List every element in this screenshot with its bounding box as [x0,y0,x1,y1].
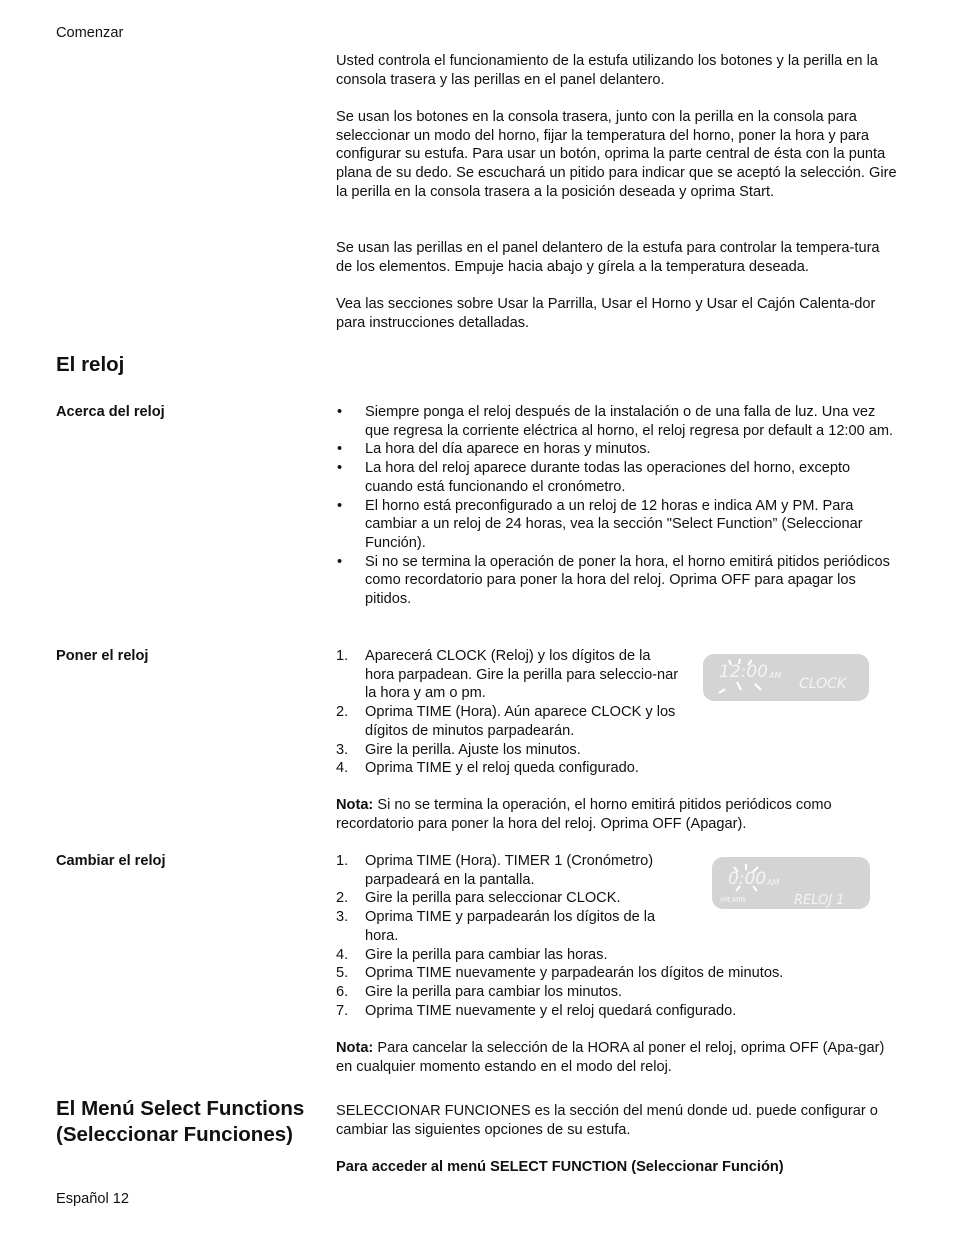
display-ampm: AM [769,671,782,680]
timer-display-image [712,857,870,909]
list-item: • Siempre ponga el reloj después de la instalación o de una falla de luz. Una vez que regresa la corriente eléctrica al horno, el reloj regresa por default a 12:00 am. [337,404,894,439]
list-item: 2. Gire la perilla para seleccionar CLOCK. [336,890,621,907]
list-item: • La hora del día aparece en horas y minutos. [337,441,651,458]
display-ampm: AM [767,878,780,887]
about-clock-list [336,403,898,609]
page-footer: Español 12 [56,1191,130,1207]
intro-paragraph-1: Usted controla el funcionamiento de la estufa utilizando los botones y la perilla en la consola trasera y las perillas en el panel delantero. [336,53,878,88]
list-item: 1. Oprima TIME (Hora). TIMER 1 (Cronómetro) parpadeará en la pantalla. [336,853,654,888]
list-item: 2. Oprima TIME (Hora). Aún aparece CLOCK y los dígitos de minutos parpadearán. [336,704,676,739]
list-item: • Si no se termina la operación de poner la hora, el horno emitirá pitidos periódicos como recordatorio para poner la hora del reloj. Oprima OFF para apagar los pitidos. [337,553,890,608]
clock-display-image [703,654,869,701]
intro-paragraph-3: Se usan las perillas en el panel delantero de la estufa para controlar la tempera-tura de los elementos. Empuje hacia abajo y gírela a la temperatura deseada. [336,240,880,275]
select-functions-subheading: Para acceder al menú SELECT FUNCTION (Seleccionar Función) [336,1159,784,1175]
list-item: 5. Oprima TIME nuevamente y parpadearán los dígitos de minutos. [336,965,784,982]
intro-paragraph-4: Vea las secciones sobre Usar la Parrilla, Usar el Horno y Usar el Cajón Calenta-dor para instrucciones detalladas. [336,296,876,331]
page-header: Comenzar [56,25,124,41]
section-title-select-functions: El Menú Select Functions (Seleccionar Funciones) [56,1097,305,1146]
note-change-clock: Nota: Para cancelar la selección de la HORA al poner el reloj, oprima OFF (Apa-gar) en cualquier momento estando en el modo del reloj. [336,1040,885,1075]
display-time: 0:00 [728,869,767,889]
list-item: 3. Oprima TIME y parpadearán los dígitos de la hora. [336,909,656,944]
list-item: • El horno está preconfigurado a un reloj de 12 horas e indica AM y PM. Para cambiar a un reloj de 24 horas, vea la sección "Select Function” (Seleccionar Función). [337,497,863,551]
section-title-clock: El reloj [56,353,125,376]
list-item: 1. Aparecerá CLOCK (Reloj) y los dígitos de la hora parpadean. Gire la perilla para seleccio-nar la hora y am o pm. [336,648,679,702]
list-item: 4. Gire la perilla para cambiar las horas. [336,946,608,963]
display-word: CLOCK [799,676,847,692]
select-functions-text: SELECCIONAR FUNCIONES es la sección del menú donde ud. puede configurar o cambiar las siguientes opciones de su estufa. [336,1103,878,1138]
display-time: 12:00 [719,662,768,682]
display-unit: HR:MIN [720,896,746,904]
subheading-about-clock: Acerca del reloj [56,404,165,420]
list-item: 3. Gire la perilla. Ajuste los minutos. [336,741,581,758]
clock-display-graphic [703,654,869,701]
subheading-set-clock: Poner el reloj [56,648,149,664]
timer-display-graphic [712,857,870,909]
list-item: • La hora del reloj aparece durante todas las operaciones del horno, excepto cuando está funcionando el cronómetro. [337,460,851,495]
list-item: 7. Oprima TIME nuevamente y el reloj quedará configurado. [336,1002,737,1019]
intro-paragraph-2: Se usan los botones en la consola trasera, junto con la perilla en la consola para seleccionar un modo del horno, fijar la temperatura del horno, poner la hora y para configurar su estufa. Para usar un botón, oprima la parte central de ésta con la punta plana de su dedo. Se escuchará un pitido para indicar que se aceptó la selección. Gire la perilla en la consola trasera a la posición deseada y oprima Start. [336,109,897,200]
list-item: 6. Gire la perilla para cambiar los minutos. [336,983,623,1000]
note-set-clock: Nota: Si no se termina la operación, el horno emitirá pitidos periódicos como recordatorio para poner la hora del reloj. Oprima OFF (Apagar). [336,797,832,832]
subheading-change-clock: Cambiar el reloj [56,853,166,869]
display-word: RELOJ 1 [794,893,845,908]
list-item: 4. Oprima TIME y el reloj queda configurado. [336,760,639,777]
